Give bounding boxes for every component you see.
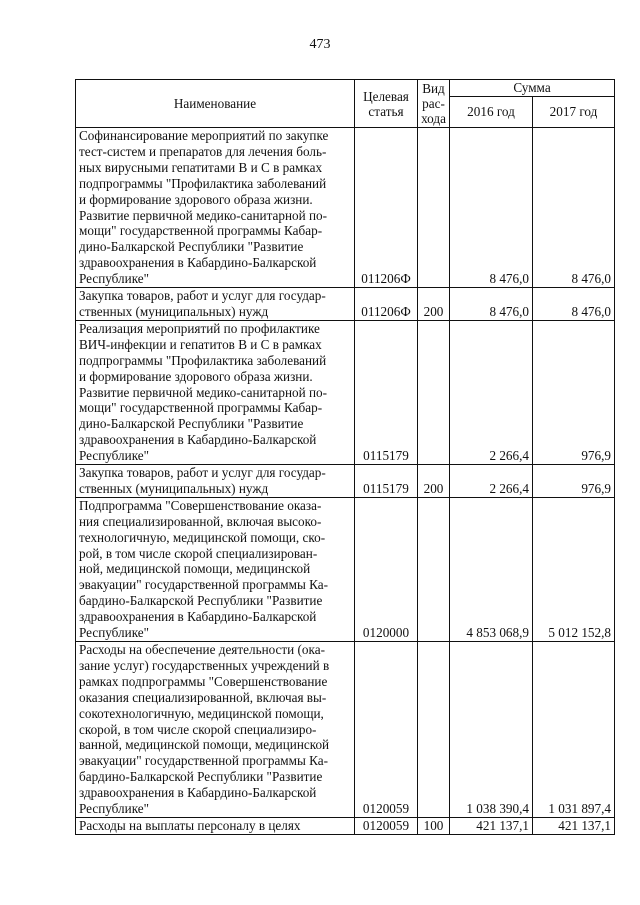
row-code: 0120000 (355, 497, 418, 641)
table-row (76, 642, 615, 818)
row-sum-2017: 8 476,0 (533, 288, 615, 321)
header-year-2017: 2017 год (533, 97, 615, 128)
header-kind: Вид рас- хода (418, 80, 450, 128)
table-row (76, 288, 615, 321)
row-name: Реализация мероприятий по профилактике ВИЧ-инфекции и гепатитов В и С в рамках подпрограммы "Профилактика заболеваний и формирование здорового образа жизни. Развитие первичной медико-санитарной по- мощи" государственной программы Кабар- дино-Балкарской Республики "Развитие здравоохранения в Кабардино-Балкарской Республике" (76, 320, 355, 464)
row-sum-2016: 8 476,0 (450, 128, 533, 288)
row-sum-2016: 2 266,4 (450, 320, 533, 464)
budget-table (75, 79, 615, 835)
row-kind: 200 (418, 288, 450, 321)
row-kind (418, 128, 450, 288)
row-kind: 100 (418, 817, 450, 834)
row-code: 0115179 (355, 465, 418, 498)
table-row (76, 465, 615, 498)
table-row (76, 320, 615, 464)
row-name: Расходы на выплаты персоналу в целях (76, 817, 355, 834)
row-name: Закупка товаров, работ и услуг для государ- ственных (муниципальных) нужд (76, 288, 355, 321)
row-sum-2016: 2 266,4 (450, 465, 533, 498)
row-sum-2016: 421 137,1 (450, 817, 533, 834)
row-sum-2016: 4 853 068,9 (450, 497, 533, 641)
table-row (76, 817, 615, 834)
header-name: Наименование (76, 80, 355, 128)
row-sum-2017: 1 031 897,4 (533, 642, 615, 818)
row-kind: 200 (418, 465, 450, 498)
row-kind (418, 642, 450, 818)
row-sum-2017: 8 476,0 (533, 128, 615, 288)
header-code: Целевая статья (355, 80, 418, 128)
page-number: 473 (309, 37, 331, 52)
row-code: 0120059 (355, 817, 418, 834)
header-sum: Сумма (450, 80, 615, 97)
row-sum-2016: 1 038 390,4 (450, 642, 533, 818)
header-year-2016: 2016 год (450, 97, 533, 128)
row-code: 011206Ф (355, 128, 418, 288)
row-sum-2017: 421 137,1 (533, 817, 615, 834)
row-sum-2017: 5 012 152,8 (533, 497, 615, 641)
row-name: Расходы на обеспечение деятельности (ока- зание услуг) государственных учреждений в рамках подпрограммы "Совершенствование оказания специализированной, включая вы- сокотехнологичную, медицинской помощи, скорой, в том числе скорой специализиро- ванной, медицинской помощи, медицинской эвакуации" государственной программы Ка- бардино-Балкарской Республики "Развитие здравоохранения в Кабардино-Балкарской Республике" (76, 642, 355, 818)
row-name: Подпрограмма "Совершенствование оказа- ния специализированной, включая высоко- технологичную, медицинской помощи, ско- рой, в том числе скорой специализирован- ной, медицинской помощи, медицинской эвакуации" государственной программы Ка- бардино-Балкарской Республики "Развитие здравоохранения в Кабардино-Балкарской Республике" (76, 497, 355, 641)
row-code: 0120059 (355, 642, 418, 818)
table-row (76, 128, 615, 288)
row-name: Закупка товаров, работ и услуг для государ- ственных (муниципальных) нужд (76, 465, 355, 498)
row-name: Софинансирование мероприятий по закупке тест-систем и препаратов для лечения боль- ных вирусными гепатитами В и С в рамках подпрограммы "Профилактика заболеваний и формирование здорового образа жизни. Развитие первичной медико-санитарной по- мощи" государственной программы Кабар- дино-Балкарской Республики "Развитие здравоохранения в Кабардино-Балкарской Республике" (76, 128, 355, 288)
row-kind (418, 497, 450, 641)
row-code: 011206Ф (355, 288, 418, 321)
row-sum-2017: 976,9 (533, 320, 615, 464)
row-code: 0115179 (355, 320, 418, 464)
row-sum-2017: 976,9 (533, 465, 615, 498)
row-sum-2016: 8 476,0 (450, 288, 533, 321)
table-row (76, 497, 615, 641)
row-kind (418, 320, 450, 464)
